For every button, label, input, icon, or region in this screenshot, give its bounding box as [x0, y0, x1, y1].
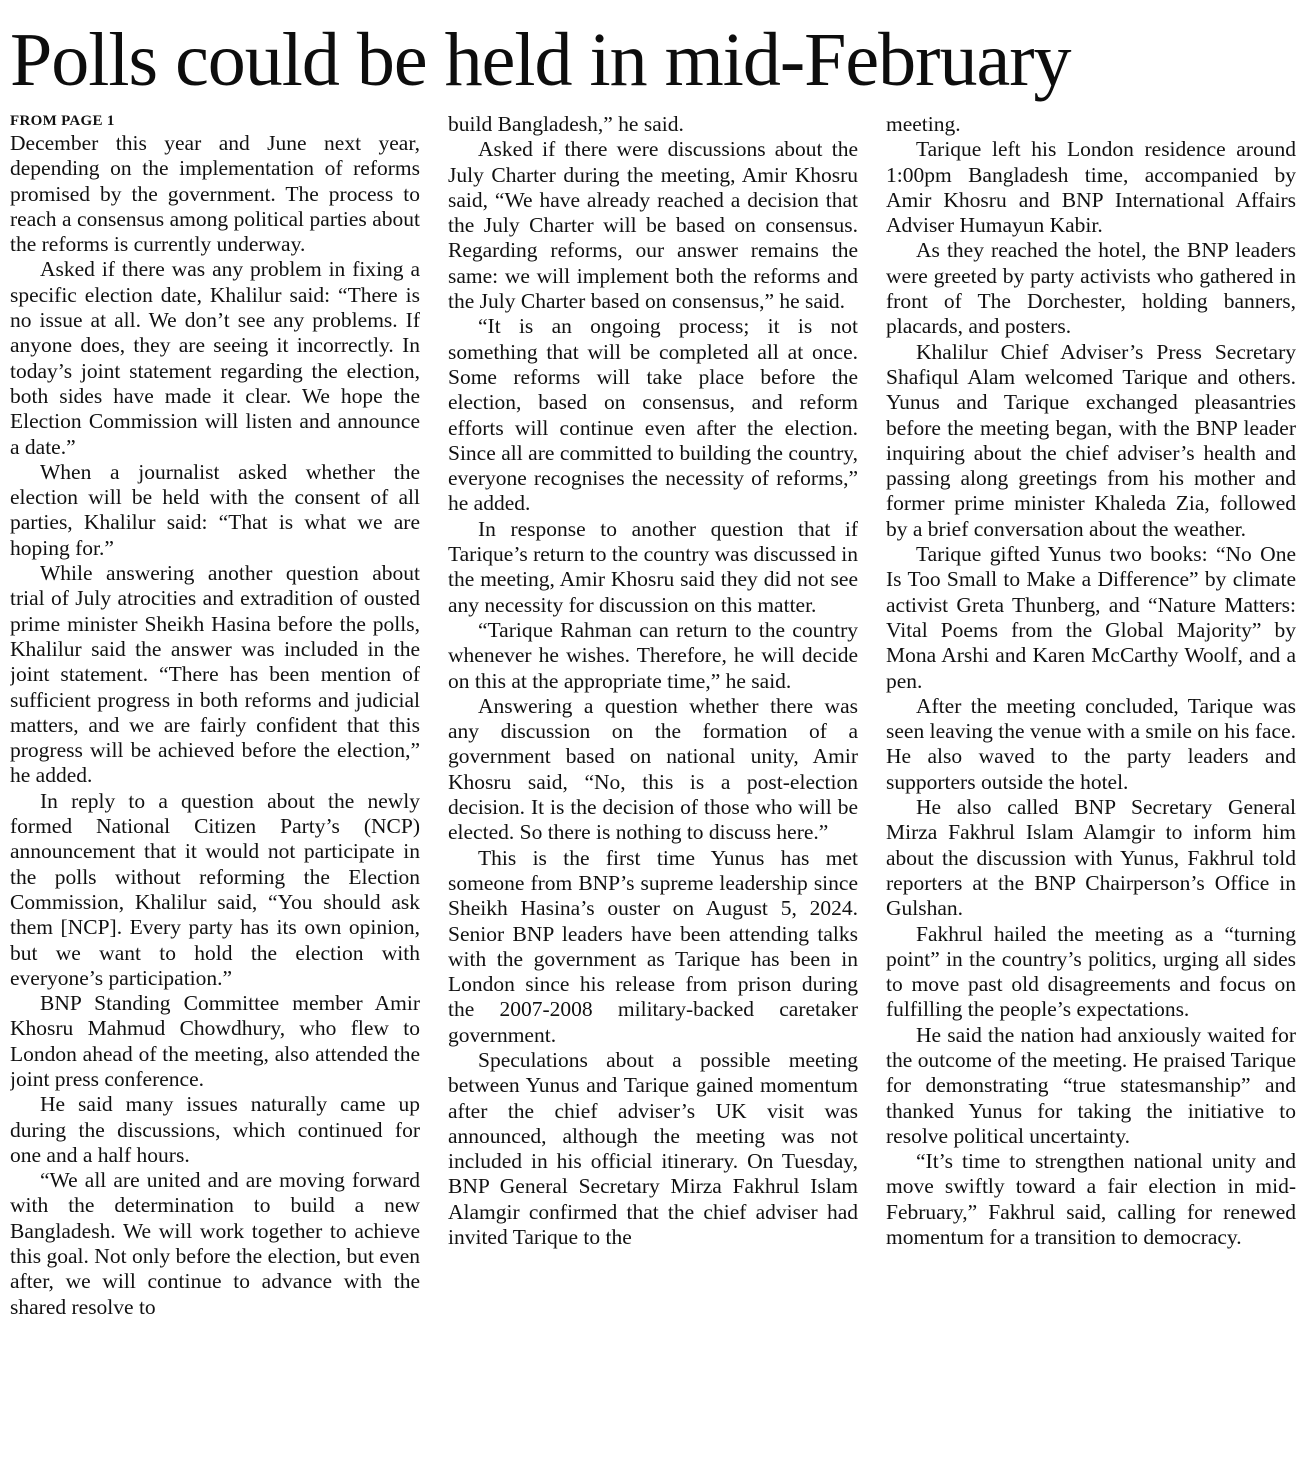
paragraph: In reply to a question about the newly formed National Citizen Party’s (NCP) announcement that it would not participate in the polls without reforming the Election Commission, Khalilur said, “You should ask them [NCP]. Every party has its own opinion, but we want to hold the election with everyone’s participation.”	[10, 788, 420, 990]
paragraph: meeting.	[886, 112, 961, 136]
paragraph: As they reached the hotel, the BNP leaders were greeted by party activists who gathered in front of The Dorchester, holding banners, placards, and posters.	[886, 238, 1296, 339]
paragraph: He said the nation had anxiously waited for the outcome of the meeting. He praised Tarique for demonstrating “true statesmanship” and thanked Yunus for taking the initiative to resolve political uncertainty.	[886, 1022, 1296, 1148]
paragraph: BNP Standing Committee member Amir Khosru Mahmud Chowdhury, who flew to London ahead of the meeting, also attended the joint press conference.	[10, 991, 420, 1091]
paragraph: “It is an ongoing process; it is not something that will be completed all at once. Some reforms will take place before the election, based on consensus, and reform efforts will continue even after the election. Since all are committed to building the country, everyone recognises the necessity of reforms,” he added.	[448, 314, 858, 516]
paragraph: This is the first time Yunus has met someone from BNP’s supreme leadership since Sheikh Hasina’s ouster on August 5, 2024. Senior BNP leaders have been attending talks with the government as Tarique has been in London since his release from prison during the 2007-2008 military-backed caretaker government.	[448, 845, 858, 1047]
paragraph: “Tarique Rahman can return to the country whenever he wishes. Therefore, he will decide on this at the appropriate time,” he said.	[448, 617, 858, 693]
paragraph: After the meeting concluded, Tarique was seen leaving the venue with a smile on his face. He also waved to the party leaders and supporters outside the hotel.	[886, 693, 1296, 794]
paragraph: December this year and June next year, depending on the implementation of reforms promised by the government. The process to reach a consensus among political parties about the reforms is currently underway.	[10, 131, 420, 257]
paragraph: Speculations about a possible meeting between Yunus and Tarique gained momentum after the chief adviser’s UK visit was announced, although the meeting was not included in his official itinerary. On Tuesday, BNP General Secretary Mirza Fakhrul Islam Alamgir confirmed that the chief adviser had invited Tarique to the	[448, 1047, 858, 1250]
paragraph: While answering another question about trial of July atrocities and extradition of ousted prime minister Sheikh Hasina before the polls, Khalilur said the answer was included in the joint statement. “There has been mention of sufficient progress in both reforms and judicial matters, and we are fairly confident that this progress will be achieved before the election,” he added.	[10, 561, 420, 788]
paragraph: Asked if there were discussions about the July Charter during the meeting, Amir Khosru said, “We have already reached a decision that the July Charter will be based on consensus. Regarding reforms, our answer remains the same: we will implement both the reforms and the July Charter based on consensus,” he said.	[448, 137, 858, 314]
paragraph: build Bangladesh,” he said.	[448, 112, 684, 136]
paragraph: Khalilur Chief Adviser’s Press Secretary Shafiqul Alam welcomed Tarique and others. Yunus and Tarique exchanged pleasantries before the meeting began, with the BNP leader inquiring about the chief adviser’s health and passing along greetings from his mother and former prime minister Khaleda Zia, followed by a brief conversation about the weather.	[886, 339, 1296, 541]
paragraph: He also called BNP Secretary General Mirza Fakhrul Islam Alamgir to inform him about the discussion with Yunus, Fakhrul told reporters at the BNP Chairperson’s Office in Gulshan.	[886, 795, 1296, 921]
paragraph: Asked if there was any problem in fixing a specific election date, Khalilur said: “There is no issue at all. We don’t see any problems. If anyone does, they are seeing it incorrectly. In today’s joint statement regarding the election, both sides have made it clear. We hope the Election Commission will listen and announce a date.”	[10, 257, 420, 459]
article-column-2	[448, 112, 858, 1457]
paragraph: He said many issues naturally came up during the discussions, which continued for one and a half hours.	[10, 1092, 420, 1167]
paragraph: Answering a question whether there was any discussion on the formation of a government based on national unity, Amir Khosru said, “No, this is a post-election decision. It is the decision of those who will be elected. So there is nothing to discuss here.”	[448, 693, 858, 845]
paragraph: “It’s time to strengthen national unity and move swiftly toward a fair election in mid-February,” Fakhrul said, calling for renewed momentum for a transition to democracy.	[886, 1149, 1296, 1250]
article-column-3	[886, 112, 1296, 1457]
paragraph: Tarique gifted Yunus two books: “No One Is Too Small to Make a Difference” by climate activist Greta Thunberg, and “Nature Matters: Vital Poems from the Global Majority” by Mona Arshi and Karen McCarthy Woolf, and a pen.	[886, 542, 1296, 693]
paragraph: “We all are united and are moving forward with the determination to build a new Bangladesh. We will work together to achieve this goal. Not only before the election, but even after, we will continue to advance with the shared resolve to	[10, 1168, 420, 1319]
article-column-1	[10, 112, 420, 1457]
headline: Polls could be held in mid-February	[10, 18, 1071, 102]
paragraph: When a journalist asked whether the election will be held with the consent of all parties, Khalilur said: “That is what we are hoping for.”	[10, 459, 420, 560]
paragraph: Tarique left his London residence around 1:00pm Bangladesh time, accompanied by Amir Khosru and BNP International Affairs Adviser Humayun Kabir.	[886, 137, 1296, 238]
continuation-kicker: FROM PAGE 1	[10, 113, 115, 129]
paragraph: Fakhrul hailed the meeting as a “turning point” in the country’s politics, urging all sides to move past old disagreements and focus on fulfilling the people’s expectations.	[886, 921, 1296, 1022]
paragraph: In response to another question that if Tarique’s return to the country was discussed in the meeting, Amir Khosru said they did not see any necessity for discussion on this matter.	[448, 516, 858, 617]
